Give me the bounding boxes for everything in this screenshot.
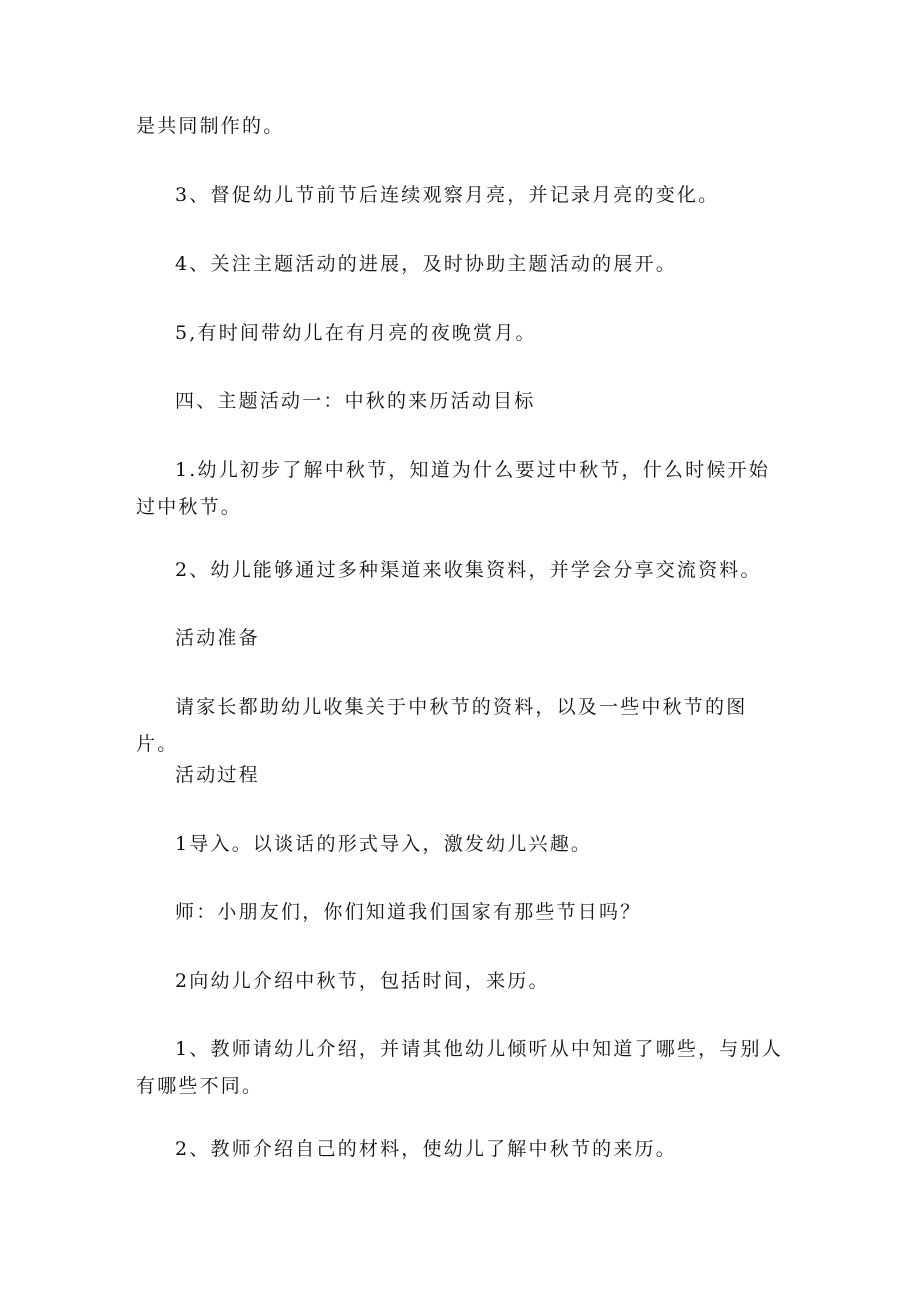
section-heading-activity-one: 四、主题活动一：中秋的来历活动目标 <box>175 390 536 412</box>
paragraph-goal-2: 2、幼儿能够通过多种渠道来收集资料，并学会分享交流资料。 <box>175 559 762 581</box>
paragraph-item-4: 4、关注主题活动的进展，及时协助主题活动的展开。 <box>175 253 677 275</box>
paragraph-teacher-question: 师：小朋友们，你们知道我们国家有那些节日吗？ <box>175 901 642 923</box>
paragraph-step-1: 1、教师请幼儿介绍，并请其他幼儿倾听从中知道了哪些，与别人有哪些不同。 <box>136 1038 783 1097</box>
paragraph-preparation: 请家长都助幼儿收集关于中秋节的资料，以及一些中秋节的图片。 <box>136 696 748 755</box>
heading-activity-process: 活动过程 <box>175 764 260 786</box>
heading-activity-preparation: 活动准备 <box>175 627 260 649</box>
paragraph-step-2: 2、教师介绍自己的材料，使幼儿了解中秋节的来历。 <box>175 1138 677 1160</box>
paragraph-goal-1: 1.幼儿初步了解中秋节，知道为什么要过中秋节，什么时候开始过中秋节。 <box>136 459 770 518</box>
paragraph-process-1: 1导入。以谈话的形式导入，激发幼儿兴趣。 <box>175 833 593 855</box>
paragraph-item-3: 3、督促幼儿节前节后连续观察月亮，并记录月亮的变化。 <box>175 184 720 206</box>
paragraph-continuation: 是共同制作的。 <box>136 115 285 137</box>
paragraph-item-5: 5,有时间带幼儿在有月亮的夜晚赏月。 <box>175 322 537 344</box>
paragraph-process-2: 2向幼儿介绍中秋节，包括时间，来历。 <box>175 970 550 992</box>
